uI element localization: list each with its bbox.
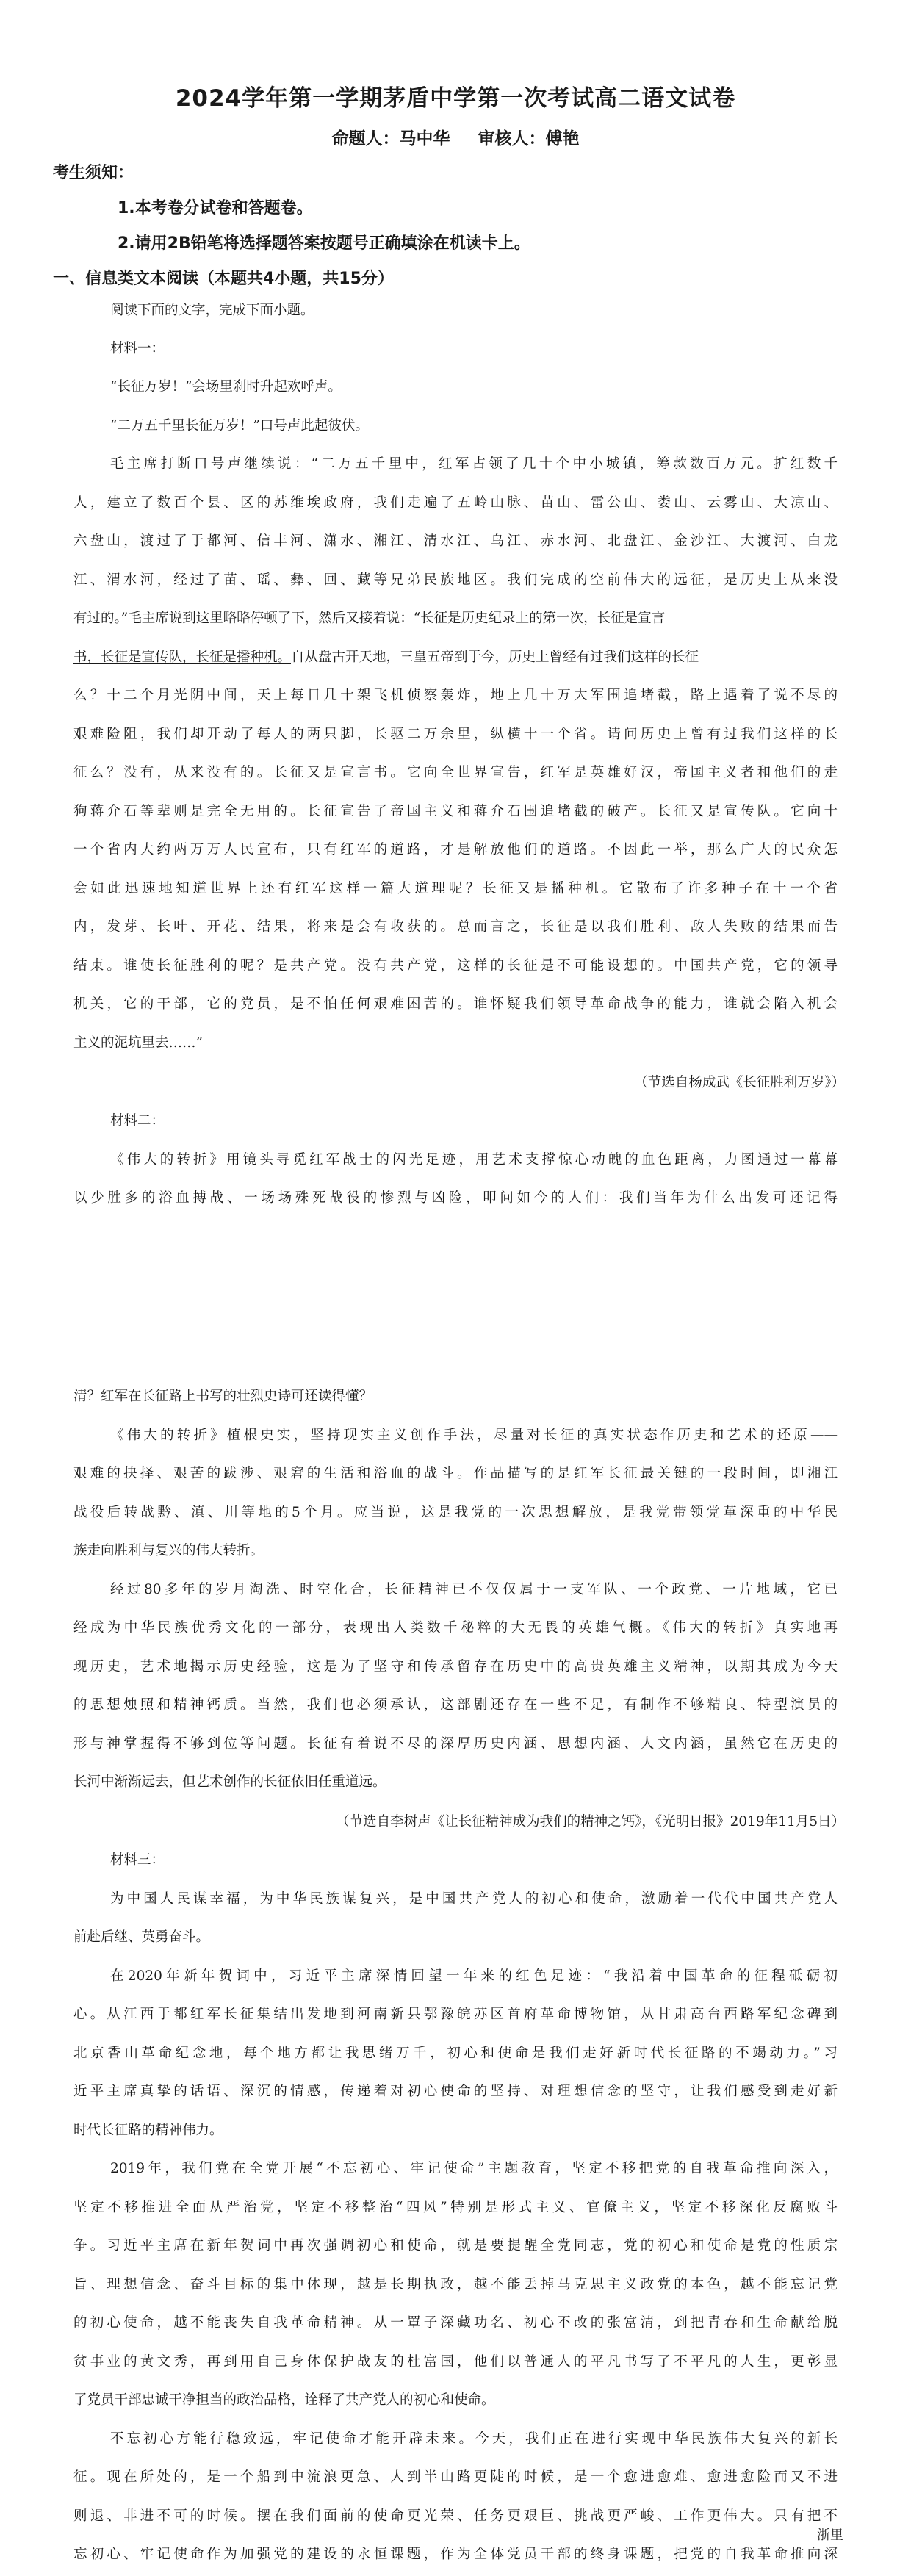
paragraph-line: 江、渭水河，经过了苗、瑶、彝、回、藏等兄弟民族地区。我们完成的空前伟大的远征，是历史上从来没 bbox=[73, 572, 838, 588]
paragraph-line: 经成为中华民族优秀文化的一部分，表现出人类数千秘粹的大无畏的英雄气概。《伟大的转折》真实地再 bbox=[73, 1620, 838, 1636]
paragraph-line: 毛主席打断口号声继续说：“二万五千里中，红军占领了几十个中小城镇，筹款数百万元。扩红数千 bbox=[110, 456, 838, 472]
paragraph-line: 《伟大的转折》植根史实，坚持现实主义创作手法，尽量对长征的真实状态作历史和艺术的还原—— bbox=[110, 1428, 838, 1443]
paragraph-line: 则退、非进不可的时候。摆在我们面前的使命更光荣、任务更艰巨、挑战更严峻、工作更伟大。只有把不 bbox=[73, 2508, 838, 2524]
paragraph-line: 内，发芽、长叶、开花、结果，将来是会有收获的。总而言之，长征是以我们胜利、敌人失败的结果而告 bbox=[73, 919, 838, 935]
paragraph-line: 以少胜多的浴血搏战、一场场殊死战役的惨烈与凶险，叩问如今的人们：我们当年为什么出发可还记得 bbox=[73, 1190, 838, 1206]
paragraph-line: 的思想烛照和精神钙质。当然，我们也必须承认，这部剧还存在一些不足，有制作不够精良、特型演员的 bbox=[73, 1697, 838, 1713]
paragraph-line: 狗蒋介石等辈则是完全无用的。长征宣告了帝国主义和蒋介石围追堵截的破产。长征又是宣传队。它向十 bbox=[73, 804, 838, 819]
paragraph-line: “二万五千里长征万岁！”口号声此起彼伏。 bbox=[110, 418, 369, 433]
paragraph-line: 长河中渐渐远去，但艺术创作的长征依旧任重道远。 bbox=[73, 1774, 386, 1790]
paragraph-line: 族走向胜利与复兴的伟大转折。 bbox=[73, 1543, 264, 1558]
paragraph-line: 贫事业的黄文秀，再到用自己身体保护战友的杜富国，他们以普通人的平凡书写了不平凡的人生，更彰显 bbox=[73, 2354, 838, 2370]
underlined-quote: 长征是历史纪录上的第一次，长征是宣言 bbox=[420, 611, 666, 626]
paragraph-line: 清？红军在长征路上书写的壮烈史诗可还读得懂？ bbox=[73, 1389, 373, 1404]
paragraph-line: 为中国人民谋幸福，为中华民族谋复兴，是中国共产党人的初心和使命，激励着一代代中国共产党人 bbox=[110, 1891, 838, 1907]
paragraph-line: 了党员干部忠诚干净担当的政治品格，诠释了共产党人的初心和使命。 bbox=[73, 2392, 495, 2408]
paragraph-line: 2019年，我们党在全党开展“不忘初心、牢记使命”主题教育，坚定不移把党的自我革命推向深入， bbox=[110, 2161, 838, 2176]
paragraph-line: 忘初心、牢记使命作为加强党的建设的永恒课题，作为全体党员干部的终身课题，把党的自我革命推向深 bbox=[73, 2547, 838, 2562]
paragraph-line: 现历史，艺术地揭示历史经验，这是为了坚守和传承留存在历史中的高贵英雄主义精神，以期其成为今天 bbox=[73, 1659, 838, 1674]
paragraph-line: 形与神掌握得不够到位等问题。长征有着说不尽的深厚历史内涵、思想内涵、人文内涵，虽然它在历史的 bbox=[73, 1736, 838, 1752]
paragraph-line: 结束。谁使长征胜利的呢？是共产党。没有共产党，这样的长征是不可能设想的。中国共产党，它的领导 bbox=[73, 958, 838, 974]
paragraph-line: 在2020年新年贺词中，习近平主席深情回望一年来的红色足迹：“我沿着中国革命的征程砥砺初 bbox=[110, 1968, 838, 1984]
author-name: 命题人：马中华 bbox=[331, 129, 450, 148]
paragraph-line: 六盘山，渡过了于都河、信丰河、潇水、湘江、清水江、乌江、赤水河、北盘江、金沙江、大渡河、白龙 bbox=[73, 533, 838, 549]
paragraph-line: 的初心使命，越不能丧失自我革命精神。从一罩子深藏功名、初心不改的张富清，到把青春和生命献给脱 bbox=[73, 2315, 838, 2331]
page-title: 2024学年第一学期茅盾中学第一次考试高二语文试卷 bbox=[175, 85, 736, 112]
material-label: 材料一： bbox=[110, 341, 165, 356]
paragraph-line: 心。从江西于都红军长征集结出发地到河南新县鄂豫皖苏区首府革命博物馆，从甘肃高台西路军纪念碑到 bbox=[73, 2007, 838, 2022]
paragraph-line: 征么？没有，从来没有的。长征又是宣言书。它向全世界宣告，红军是英雄好汉，帝国主义者和他们的走 bbox=[73, 765, 838, 780]
paragraph-line: 艰难险阻，我们却开动了每人的两只脚，长驱二万余里，纵横十一个省。请问历史上曾有过我们这样的长 bbox=[73, 727, 838, 742]
paragraph-line: 不忘初心方能行稳致远，牢记使命才能开辟未来。今天，我们正在进行实现中华民族伟大复兴的新长 bbox=[110, 2431, 838, 2447]
paragraph-line: 时代长征路的精神伟力。 bbox=[73, 2123, 223, 2138]
paragraph-line: 坚定不移推进全面从严治党，坚定不移整治“四风”特别是形式主义、官僚主义，坚定不移深化反腐败斗 bbox=[73, 2200, 838, 2215]
source-citation: （节选自杨成武《长征胜利万岁》） bbox=[634, 1075, 845, 1090]
paragraph-line: 旨、理想信念、奋斗目标的集中体现，越是长期执政，越不能丢掉马克思主义政党的本色，越不能忘记党 bbox=[73, 2277, 838, 2292]
paragraph-line bbox=[73, 648, 699, 667]
paragraph-line: 机关，它的干部，它的党员，是不怕任何艰难困苦的。谁怀疑我们领导革命战争的能力，谁就会陷入机会 bbox=[73, 996, 838, 1012]
paragraph-line: 么？十二个月光阴中间，天上每日几十架飞机侦察轰炸，地上几十万大军围追堵截，路上遇着了说不尽的 bbox=[73, 688, 838, 703]
paragraph-line: 战役后转战黔、滇、川等地的5个月。应当说，这是我党的一次思想解放，是我党带领党革深重的中华民 bbox=[73, 1505, 838, 1520]
paragraph-line: 主义的泥坑里去……” bbox=[73, 1035, 203, 1051]
paragraph-line: 艰难的抉择、艰苦的跋涉、艰窘的生活和浴血的战斗。作品描写的是红军长征最关键的一段时间，即湘江 bbox=[73, 1466, 838, 1481]
paragraph-line: “长征万岁！”会场里刹时升起欢呼声。 bbox=[110, 379, 342, 395]
paragraph-line: 《伟大的转折》用镜头寻觅红军战士的闪光足迹，用艺术支撑惊心动魄的血色距离，力图通过一幕幕 bbox=[110, 1152, 838, 1168]
page-footer-mark: 浙里 bbox=[817, 2528, 843, 2543]
paragraph-line: 北京香山革命纪念地，每个地方都让我思绪万千，初心和使命是我们走好新时代长征路的不竭动力。”习 bbox=[73, 2046, 838, 2061]
paragraph-line: 争。习近平主席在新年贺词中再次强调初心和使命，就是要提醒全党同志，党的初心和使命是党的性质宗 bbox=[73, 2238, 838, 2253]
instruction-text: 阅读下面的文字，完成下面小题。 bbox=[110, 303, 314, 318]
paragraph-line: 经过80多年的岁月淘洗、时空化合，长征精神已不仅仅属于一支军队、一个政党、一片地域，它已 bbox=[110, 1582, 838, 1597]
paragraph-line bbox=[73, 609, 665, 628]
paragraph-line: 会如此迅速地知道世界上还有红军这样一篇大道理呢？长征又是播种机。它散布了许多种子在十一个省 bbox=[73, 881, 838, 896]
notice-heading: 考生须知： bbox=[53, 164, 134, 182]
source-citation: （节选自李树声《让长征精神成为我们的精神之钙》，《光明日报》2019年11月5日） bbox=[336, 1814, 845, 1830]
text-span: 自从盘古开天地，三皇五帝到于今，历史上曾经有过我们这样的长征 bbox=[291, 650, 699, 665]
material-label: 材料三： bbox=[110, 1852, 165, 1868]
section-heading: 一、信息类文本阅读（本题共4小题，共15分） bbox=[53, 270, 394, 288]
paragraph-line: 前赴后继、英勇奋斗。 bbox=[73, 1929, 210, 1945]
notice-item: 2.请用2B铅笔将选择题答案按题号正确填涂在机读卡上。 bbox=[118, 234, 530, 253]
reviewer-name: 审核人：傅艳 bbox=[478, 129, 580, 148]
paragraph-line: 征。现在所处的，是一个船到中流浪更急、人到半山路更陡的时候，是一个愈进愈难、愈进愈险而又不进 bbox=[73, 2469, 838, 2485]
material-label: 材料二： bbox=[110, 1113, 165, 1129]
notice-item: 1.本考卷分试卷和答题卷。 bbox=[118, 199, 313, 217]
paragraph-line: 近平主席真挚的话语、深沉的情感，传递着对初心使命的坚持、对理想信念的坚守，让我们感受到走好新 bbox=[73, 2084, 838, 2099]
text-span: 有过的。”毛主席说到这里略略停顿了下，然后又接着说：“ bbox=[73, 611, 421, 626]
author-line bbox=[0, 125, 911, 149]
underlined-quote: 书，长征是宣传队，长征是播种机。 bbox=[73, 650, 292, 665]
paragraph-line: 人，建立了数百个县、区的苏维埃政府，我们走遍了五岭山脉、苗山、雷公山、娄山、云雾山、大凉山、 bbox=[73, 495, 838, 511]
paragraph-line: 一个省内大约两万万人民宣布，只有红军的道路，才是解放他们的道路。不因此一举，那么广大的民众怎 bbox=[73, 842, 838, 857]
